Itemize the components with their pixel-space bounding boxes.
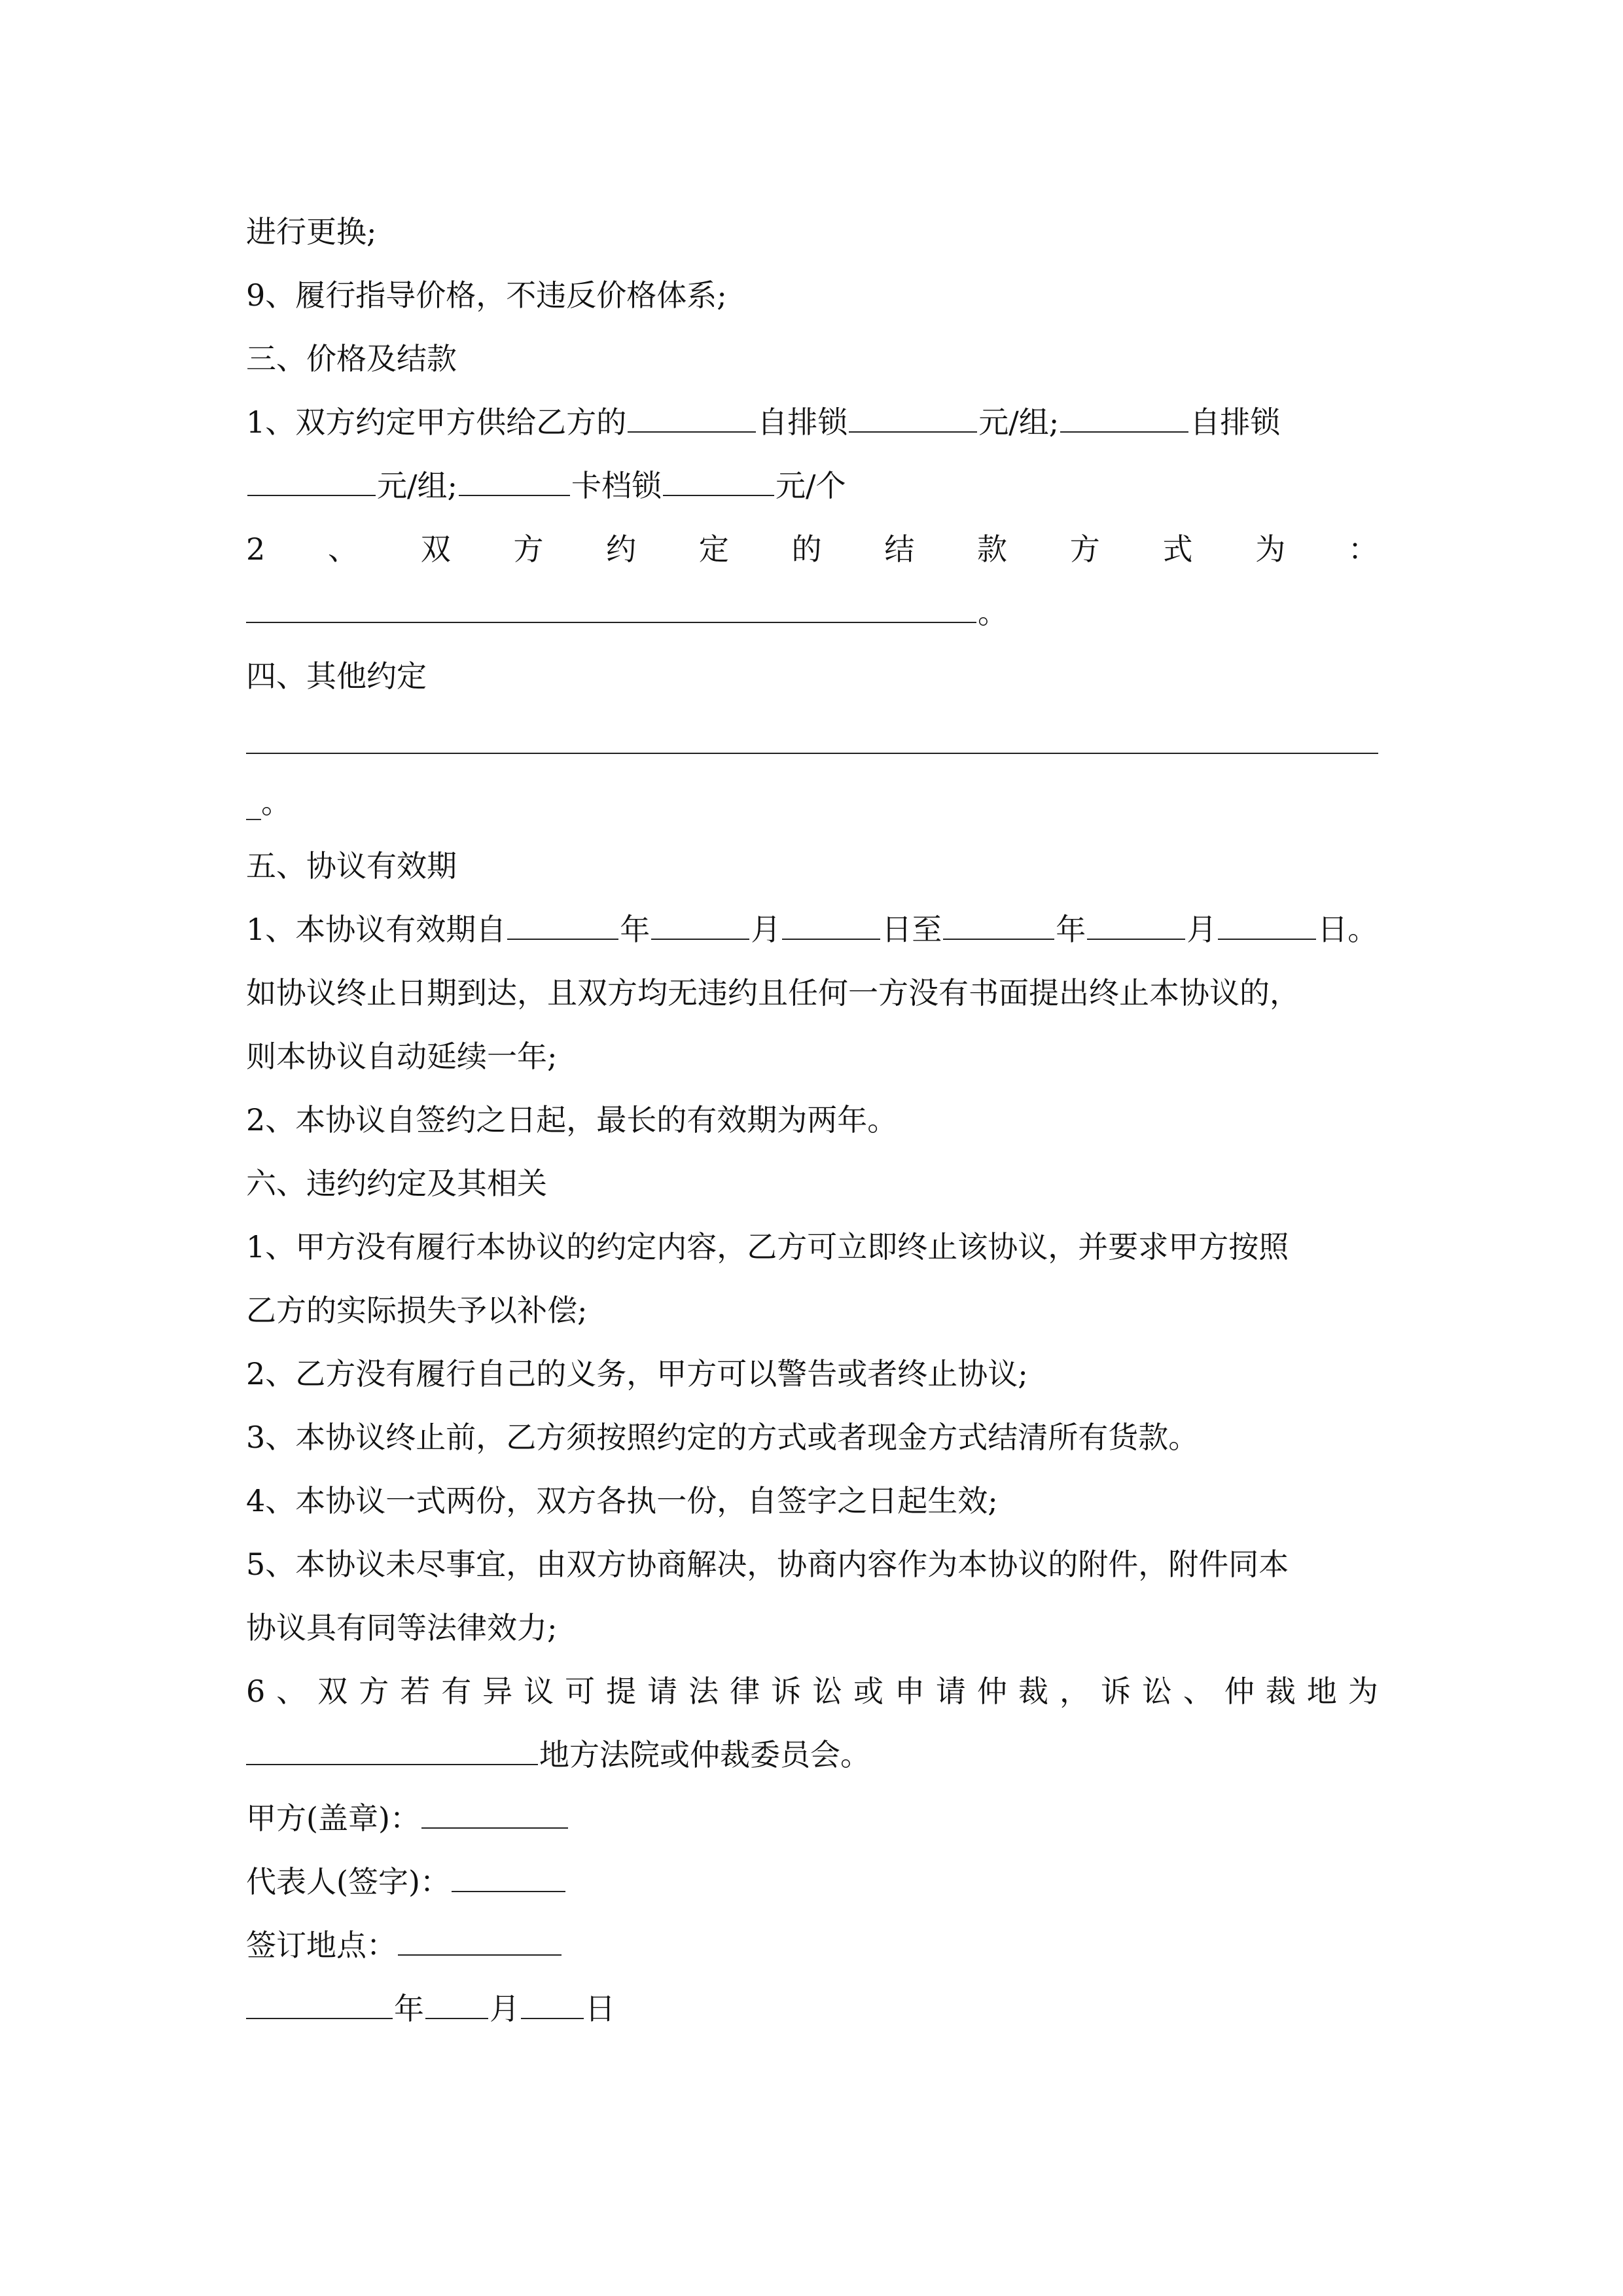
text-line-justified xyxy=(246,1668,1378,1715)
fill-blank xyxy=(246,1988,393,2019)
char: 、 xyxy=(1183,1674,1213,1709)
text: 2、本协议自签约之日起，最长的有效期为两年。 xyxy=(246,1102,898,1138)
text-line xyxy=(246,1350,1028,1397)
char: 约 xyxy=(606,531,637,567)
char: 、 xyxy=(276,1674,307,1709)
text: 日 xyxy=(585,1991,615,2026)
fill-blank xyxy=(651,908,749,940)
text: 4、本协议一式两份，双方各执一份，自签字之日起生效; xyxy=(246,1483,998,1518)
fill-blank xyxy=(246,592,976,623)
text-line xyxy=(246,1223,1289,1270)
char: 为 xyxy=(1347,1674,1378,1709)
char: 申 xyxy=(895,1674,925,1709)
char: ， xyxy=(1059,1674,1090,1709)
text: 年 xyxy=(394,1991,424,2026)
char: 若 xyxy=(400,1674,431,1709)
signing-date xyxy=(246,1985,615,2032)
text-line xyxy=(246,1414,1198,1461)
fill-blank xyxy=(452,1861,565,1892)
text-line xyxy=(246,589,1008,636)
text-line xyxy=(246,1541,1289,1588)
char: 款 xyxy=(977,531,1008,567)
fill-blank-full xyxy=(246,753,1378,754)
text: 自排锁 xyxy=(1190,404,1281,440)
text: 元/组; xyxy=(978,404,1060,440)
text: 四、其他约定 xyxy=(246,658,427,694)
text: 元/个 xyxy=(776,468,846,503)
text-line xyxy=(246,1287,588,1334)
fill-blank xyxy=(425,1988,488,2019)
char: 6 xyxy=(246,1674,266,1709)
char: ： xyxy=(1347,531,1378,567)
text-line xyxy=(246,1604,558,1651)
fill-blank xyxy=(421,1797,568,1829)
text: 月 xyxy=(490,1991,520,2026)
signature-party-a xyxy=(246,1795,569,1842)
text-line xyxy=(246,399,1280,446)
text: 3、本协议终止前，乙方须按照约定的方式或者现金方式结清所有货款。 xyxy=(246,1420,1199,1455)
section-heading xyxy=(246,842,457,889)
char: 裁 xyxy=(1265,1674,1296,1709)
text-line xyxy=(246,1096,897,1143)
text: 月 xyxy=(751,912,781,947)
text: 2、乙方没有履行自己的义务，甲方可以警告或者终止协议; xyxy=(246,1356,1028,1391)
text: 。 xyxy=(978,595,1008,630)
fill-blank xyxy=(507,908,618,940)
char: 裁 xyxy=(1018,1674,1048,1709)
fill-blank xyxy=(849,401,977,433)
fill-blank xyxy=(943,908,1054,940)
text: 1、甲方没有履行本协议的约定内容，乙方可立即终止该协议，并要求甲方按照 xyxy=(246,1229,1289,1265)
text-line-justified xyxy=(246,526,1378,573)
fill-blank xyxy=(628,401,756,433)
char: 仲 xyxy=(977,1674,1007,1709)
char: 议 xyxy=(524,1674,554,1709)
text: 1、双方约定甲方供给乙方的 xyxy=(246,404,627,440)
fill-blank xyxy=(398,1924,562,1956)
char: 方 xyxy=(1069,531,1100,567)
char: 可 xyxy=(565,1674,596,1709)
fill-blank xyxy=(247,465,376,496)
section-heading xyxy=(246,1160,547,1207)
fill-blank xyxy=(1087,908,1185,940)
text-line xyxy=(246,272,727,319)
fill-blank xyxy=(782,908,880,940)
char: 请 xyxy=(647,1674,678,1709)
text-line xyxy=(246,969,1300,1016)
char: 律 xyxy=(730,1674,760,1709)
text: 月 xyxy=(1186,912,1217,947)
text: 六、违约约定及其相关 xyxy=(246,1166,547,1201)
fill-blank xyxy=(1060,401,1188,433)
char: 为 xyxy=(1255,531,1286,567)
text: 代表人(签字)： xyxy=(246,1864,450,1899)
fill-blank xyxy=(246,1734,538,1765)
char: 异 xyxy=(482,1674,513,1709)
char: 双 xyxy=(317,1674,348,1709)
text-line xyxy=(246,1033,558,1080)
text: 自排锁 xyxy=(757,404,848,440)
text: 卡档锁 xyxy=(571,468,662,503)
signature-representative xyxy=(246,1858,567,1905)
text: 年 xyxy=(1056,912,1086,947)
text: 则本协议自动延续一年; xyxy=(246,1039,558,1074)
char: 讼 xyxy=(812,1674,843,1709)
fill-blank xyxy=(1218,908,1316,940)
text: _。 xyxy=(246,785,291,820)
text: 甲方(盖章)： xyxy=(246,1801,420,1836)
char: 的 xyxy=(791,531,822,567)
text: 乙方的实际损失予以补偿; xyxy=(246,1293,588,1328)
text: 五、协议有效期 xyxy=(246,848,457,884)
char: 提 xyxy=(606,1674,637,1709)
char: 诉 xyxy=(771,1674,802,1709)
char: 请 xyxy=(936,1674,967,1709)
text-line xyxy=(246,1731,870,1778)
fill-blank xyxy=(521,1988,584,2019)
char: 或 xyxy=(853,1674,884,1709)
char: 方 xyxy=(359,1674,389,1709)
char: 法 xyxy=(688,1674,719,1709)
char: 式 xyxy=(1162,531,1193,567)
char: 2 xyxy=(246,531,266,567)
char: 定 xyxy=(698,531,729,567)
text: 日至 xyxy=(882,912,942,947)
section-heading xyxy=(246,335,457,382)
text: 年 xyxy=(620,912,651,947)
char: 仲 xyxy=(1224,1674,1255,1709)
char: 双 xyxy=(420,531,451,567)
char: 方 xyxy=(513,531,544,567)
section-heading xyxy=(246,653,427,700)
char: 、 xyxy=(328,531,358,567)
text: 协议具有同等法律效力; xyxy=(246,1610,558,1645)
text-line xyxy=(246,779,291,826)
char: 地 xyxy=(1306,1674,1337,1709)
text-line xyxy=(246,462,846,509)
text: 日。 xyxy=(1317,912,1378,947)
text: 签订地点： xyxy=(246,1928,397,1963)
char: 结 xyxy=(884,531,915,567)
char: 诉 xyxy=(1100,1674,1131,1709)
fill-blank xyxy=(663,465,774,496)
char: 讼 xyxy=(1141,1674,1172,1709)
text: 元/组; xyxy=(377,468,457,503)
text: 5、本协议未尽事宜，由双方协商解决，协商内容作为本协议的附件，附件同本 xyxy=(246,1547,1289,1582)
text: 三、价格及结款 xyxy=(246,341,457,376)
text-line xyxy=(246,906,1378,953)
text: 地方法院或仲裁委员会。 xyxy=(539,1737,870,1772)
text: 进行更换; xyxy=(246,214,377,249)
text-line xyxy=(246,1477,998,1524)
char: 有 xyxy=(441,1674,472,1709)
fill-blank xyxy=(459,465,570,496)
text-line xyxy=(246,208,377,255)
text: 如协议终止日期到达，且双方均无违约且任何一方没有书面提出终止本协议的， xyxy=(246,975,1300,1011)
signing-location xyxy=(246,1922,563,1969)
text: 1、本协议有效期自 xyxy=(246,912,507,947)
text: 9、履行指导价格，不违反价格体系; xyxy=(246,278,727,313)
